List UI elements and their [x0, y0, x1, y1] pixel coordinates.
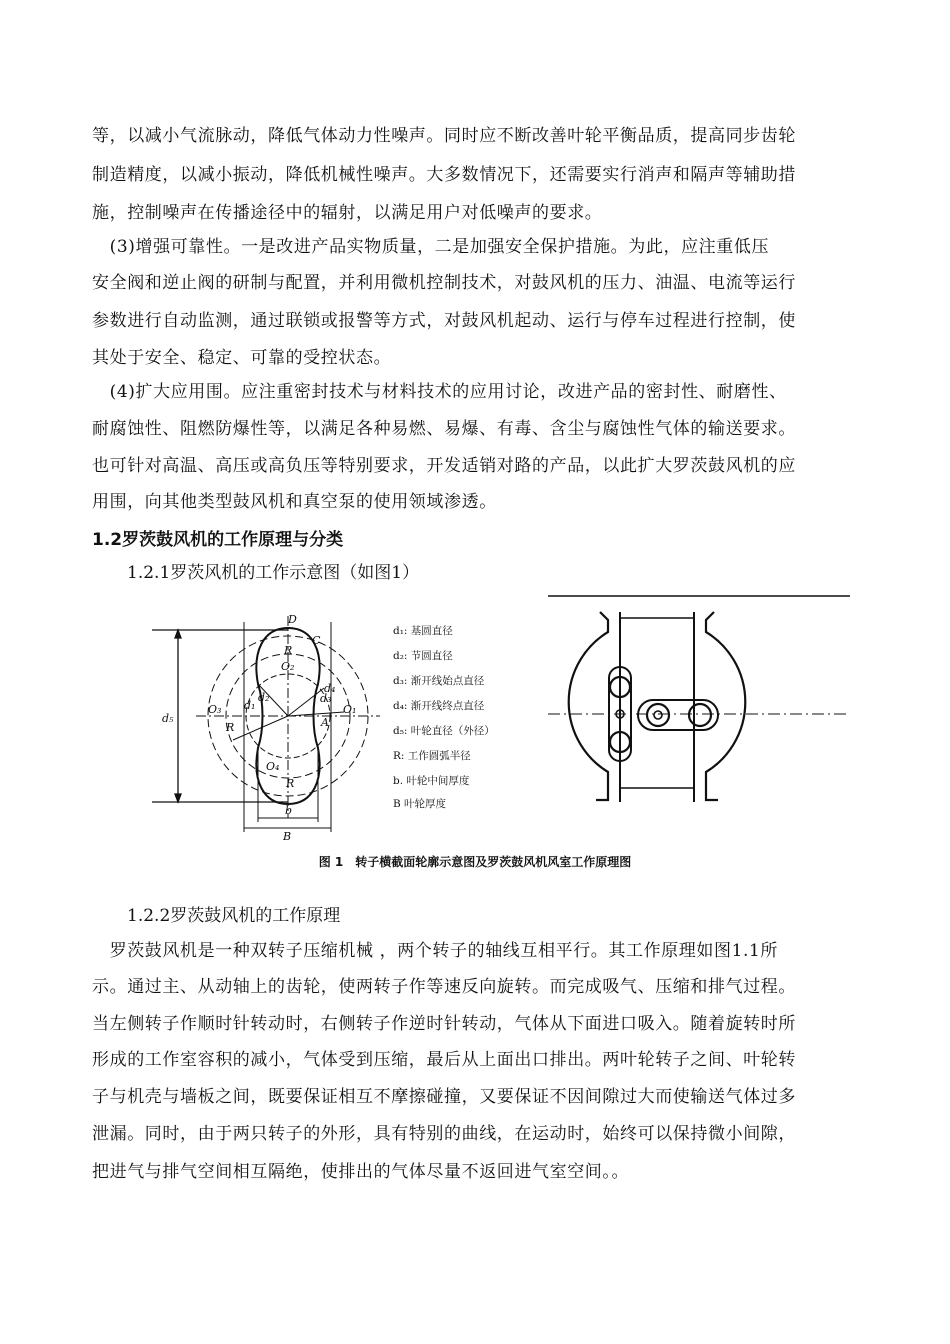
text-line: 施，控制噪声在传播途径中的辐射，以满足用户对低噪声的要求。	[92, 203, 603, 223]
label-b: b	[285, 804, 293, 817]
legend-item: d₄: 渐开线终点直径	[393, 700, 485, 712]
text-line: 安全阀和逆止阀的研制与配置，并利用微机控制技术，对鼓风机的压力、油温、电流等运行	[92, 273, 796, 293]
label-O1: O₁	[343, 703, 357, 716]
legend-item: d₃: 渐开线始点直径	[393, 675, 485, 687]
right-rotor-lobe-right	[689, 704, 711, 726]
text-line: 当左侧转子作顺时针转动时，右侧转子作逆时针转动，气体从下面进口吸入。随着旋转时所	[92, 1014, 796, 1034]
legend-item: d₁: 基圆直径	[393, 625, 453, 637]
text-line: 罗茨鼓风机是一种双转子压缩机械 ，两个转子的轴线互相平行。其工作原理如图1.1所	[92, 941, 779, 961]
text-line: 用围，向其他类型鼓风机和真空泵的使用领域渗透。	[92, 492, 497, 512]
text-line: 其处于安全、稳定、可靠的受控状态。	[92, 348, 392, 368]
right-rotor-shaft	[654, 711, 662, 719]
blower-chamber	[548, 596, 850, 802]
label-d2: d₂	[258, 691, 270, 704]
housing-right	[706, 612, 745, 800]
label-B: B	[283, 830, 292, 842]
housing-left	[569, 612, 608, 800]
text-line: 也可针对高温、高压或高负压等特别要求，开发适销对路的产品，以此扩大罗茨鼓风机的应	[92, 456, 796, 476]
text-line: 把进气与排气空间相互隔绝，使排出的气体尽量不返回进气室空间。。	[92, 1162, 630, 1182]
label-d4: d₄	[324, 682, 336, 695]
radius-line-3	[288, 688, 324, 716]
text-line: 等，以减小气流脉动，降低气体动力性噪声。同时应不断改善叶轮平衡品质，提高同步齿轮	[92, 126, 796, 146]
text-line: 泄漏。同时，由于两只转子的外形，具有特别的曲线，在运动时，始终可以保持微小间隙，	[92, 1124, 796, 1144]
radius-line-4	[288, 712, 344, 716]
arrow-up	[175, 630, 181, 638]
legend	[393, 624, 495, 810]
text-line: 示。通过主、从动轴上的齿轮，使两转子作等速反向旋转。而完成吸气、压缩和排气过程。	[92, 977, 796, 997]
text-line: 子与机壳与墙板之间，既要保证相互不摩擦碰撞，又要保证不因间隙过大而使输送气体过多	[92, 1087, 796, 1107]
label-R-bottom: R	[286, 777, 295, 790]
legend-item: b. 叶轮中间厚度	[393, 775, 470, 787]
label-A: A	[321, 716, 329, 729]
sub-heading: 1.2.1罗茨风机的工作示意图（如图1）	[127, 563, 420, 583]
label-O4: O₄	[266, 760, 280, 773]
rotor-diagram	[148, 592, 858, 842]
figure-caption: 图 1 转子横截面轮廓示意图及罗茨鼓风机风室工作原理图	[318, 855, 632, 869]
label-O3: O₃	[208, 703, 222, 716]
label-R-top: R	[284, 644, 293, 657]
sub-heading: 1.2.2罗茨鼓风机的工作原理	[127, 906, 341, 926]
text-line: 形成的工作室容积的减小，气体受到压缩，最后从上面出口排出。两叶轮转子之间、叶轮转	[92, 1050, 796, 1070]
text-line: 参数进行自动监测，通过联锁或报警等方式，对鼓风机起动、运行与停车过程进行控制，使	[92, 311, 796, 331]
arrow-down	[175, 794, 181, 802]
legend-item: B 叶轮厚度	[393, 798, 447, 810]
label-C: C	[312, 634, 321, 647]
label-O2: O₂	[281, 660, 295, 673]
text-line: 耐腐蚀性、阻燃防爆性等，以满足各种易燃、易爆、有毒、含尘与腐蚀性气体的输送要求。	[92, 419, 796, 439]
label-d1: d₁	[244, 699, 256, 712]
section-heading: 1.2罗茨鼓风机的工作原理与分类	[92, 530, 344, 550]
legend-item: d₂: 节圆直径	[393, 650, 453, 662]
right-rotor-lobe-left	[647, 704, 669, 726]
legend-item: R: 工作圆弧半径	[393, 750, 471, 762]
legend-item: d₅: 叶轮直径（外径）	[393, 725, 495, 737]
label-R-left: R	[226, 721, 235, 734]
text-line: (4)扩大应用围。应注重密封技术与材料技术的应用讨论，改进产品的密封性、耐磨性、	[92, 382, 787, 402]
label-d3: d₃	[320, 692, 332, 705]
text-line: 制造精度，以减小振动，降低机械性噪声。大多数情况下，还需要实行消声和隔声等辅助措	[92, 165, 796, 185]
label-D: D	[288, 613, 297, 626]
label-d5: d₅	[162, 712, 174, 725]
text-line: (3)增强可靠性。一是改进产品实物质量，二是加强安全保护措施。为此，应注重低压	[92, 237, 770, 257]
